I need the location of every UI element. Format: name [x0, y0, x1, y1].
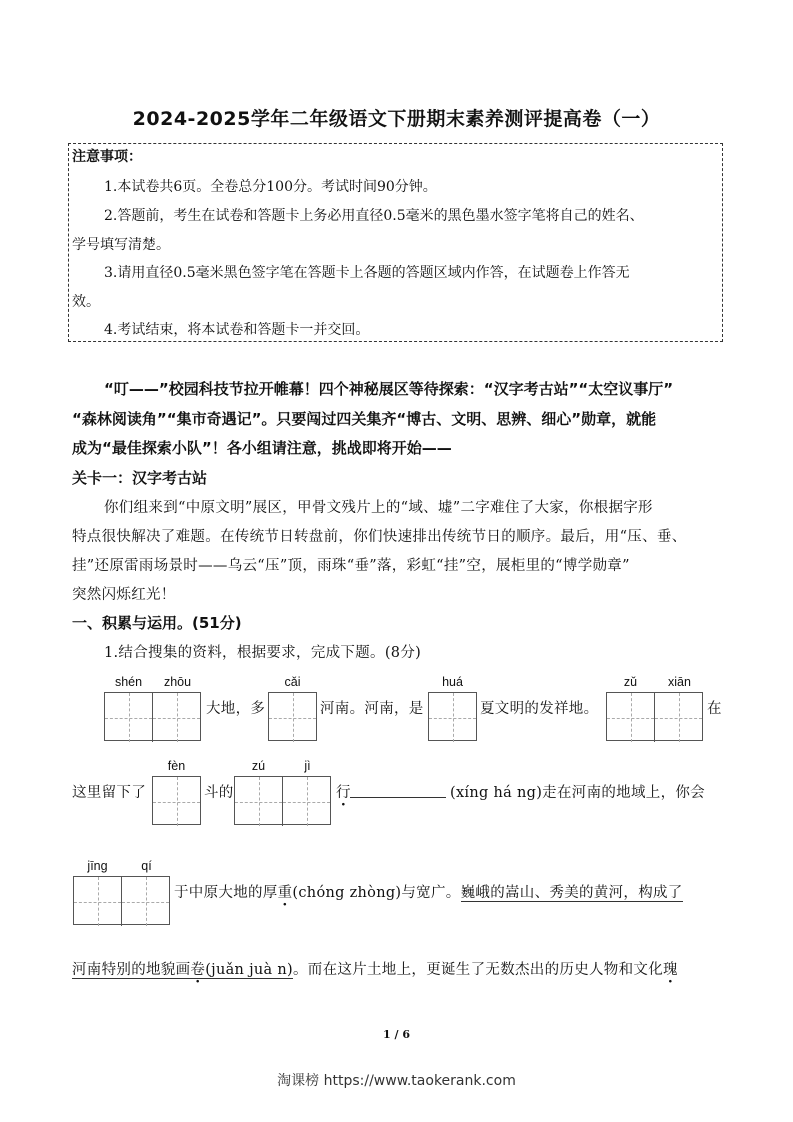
- pinyin-ji: jì: [304, 759, 311, 773]
- answer-cell[interactable]: [121, 877, 169, 926]
- answer-grid-cai[interactable]: [268, 692, 317, 741]
- answer-grid-fen[interactable]: [152, 776, 201, 825]
- answer-cell[interactable]: [269, 693, 316, 742]
- notice-item-3: 3.请用直径0.5毫米黑色签字笔在答题卡上各题的答题区域内作答，在试题卷上作答无: [104, 265, 630, 281]
- answer-cell[interactable]: [152, 693, 200, 742]
- footer-watermark: 淘课榜 https://www.taokerank.com: [277, 1073, 516, 1089]
- answer-cell[interactable]: [105, 693, 152, 742]
- notice-item-4: 4.考试结束，将本试卷和答题卡一并交回。: [104, 322, 370, 338]
- question-1: 1.结合搜集的资料，根据要求，完成下题。(8分): [104, 645, 422, 661]
- line2-text-3: 行: [336, 785, 351, 801]
- intro-line-1: “叮——”校园科技节拉开帷幕！四个神秘展区等待探索：“汉字考古站”“太空议事厅”: [104, 380, 674, 398]
- line2-text-4: (xíng há ng)走在河南的地域上，你会: [450, 785, 705, 801]
- line4-text: 河南特别的地貌画卷(juǎn juà n)。而在这片土地上，更诞生了无数杰出的历史人物和文化瑰: [72, 962, 678, 978]
- line1-text-2: 河南。河南，是: [320, 701, 424, 717]
- answer-cell[interactable]: [282, 777, 330, 826]
- pinyin-fen: fèn: [167, 759, 186, 773]
- intro-line-3: 成为“最佳探索小队”！各小组请注意，挑战即将开始——: [72, 439, 452, 457]
- answer-grid-jingqi[interactable]: [73, 876, 170, 925]
- answer-grid-zuxian[interactable]: [606, 692, 703, 741]
- level1-para-line-3: 挂”还原雷雨场景时——乌云“压”顶，雨珠“垂”落，彩虹“挂”空，展柜里的“博学勋章”: [72, 558, 630, 574]
- line3-text: 于中原大地的厚重(chóng zhòng)与宽广。巍峨的嵩山、秀美的黄河，构成了: [174, 885, 683, 901]
- line2-text-1: 这里留下了: [72, 785, 146, 801]
- section1-heading: 一、积累与运用。(51分): [72, 614, 242, 632]
- pinyin-zhou: zhōu: [163, 675, 192, 689]
- page-title: 2024-2025学年二年级语文下册期末素养测评提高卷（一）: [132, 108, 661, 130]
- answer-grid-hua[interactable]: [428, 692, 477, 741]
- pinyin-hua: huá: [442, 675, 463, 689]
- pinyin-zu2: zú: [251, 759, 266, 773]
- level1-para-line-1: 你们组来到“中原文明”展区，甲骨文残片上的“域、墟”二字难住了大家，你根据字形: [104, 500, 653, 516]
- pinyin-cai: cǎi: [284, 675, 301, 689]
- pinyin-jing: jīng: [87, 859, 108, 873]
- pinyin-qi: qí: [141, 859, 152, 873]
- pinyin-xian: xiān: [668, 675, 691, 689]
- level1-para-line-2: 特点很快解决了难题。在传统节日转盘前，你们快速排出传统节日的顺序。最后，用“压、垂、: [72, 529, 687, 545]
- answer-cell[interactable]: [429, 693, 476, 742]
- line1-text-1: 大地，多: [206, 701, 266, 717]
- answer-cell[interactable]: [74, 877, 121, 926]
- answer-grid-shenzhou[interactable]: [104, 692, 201, 741]
- line1-text-4: 在: [707, 701, 722, 717]
- notice-heading: 注意事项：: [72, 149, 142, 165]
- pinyin-zu: zǔ: [623, 675, 638, 689]
- answer-blank-xinghang[interactable]: [350, 783, 446, 798]
- answer-cell[interactable]: [235, 777, 282, 826]
- answer-cell[interactable]: [153, 777, 200, 826]
- line2-text-2: 斗的: [204, 785, 234, 801]
- answer-grid-zuji[interactable]: [234, 776, 331, 825]
- pinyin-shen: shén: [114, 675, 143, 689]
- intro-line-2: “森林阅读角”“集市奇遇记”。只要闯过四关集齐“博古、文明、思辨、细心”勋章，就能: [72, 410, 657, 428]
- page-number: 1 / 6: [383, 1028, 410, 1041]
- notice-item-1: 1.本试卷共6页。全卷总分100分。考试时间90分钟。: [104, 179, 437, 195]
- notice-item-2-cont: 学号填写清楚。: [72, 237, 170, 253]
- notice-item-3-cont: 效。: [72, 294, 100, 310]
- level1-para-line-4: 突然闪烁红光！: [72, 587, 176, 603]
- notice-item-2: 2.答题前，考生在试卷和答题卡上务必用直径0.5毫米的黑色墨水签字笔将自己的姓名、: [104, 208, 644, 224]
- answer-cell[interactable]: [607, 693, 654, 742]
- level1-heading: 关卡一：汉字考古站: [72, 469, 208, 487]
- line1-text-3: 夏文明的发祥地。: [480, 701, 599, 717]
- answer-cell[interactable]: [654, 693, 702, 742]
